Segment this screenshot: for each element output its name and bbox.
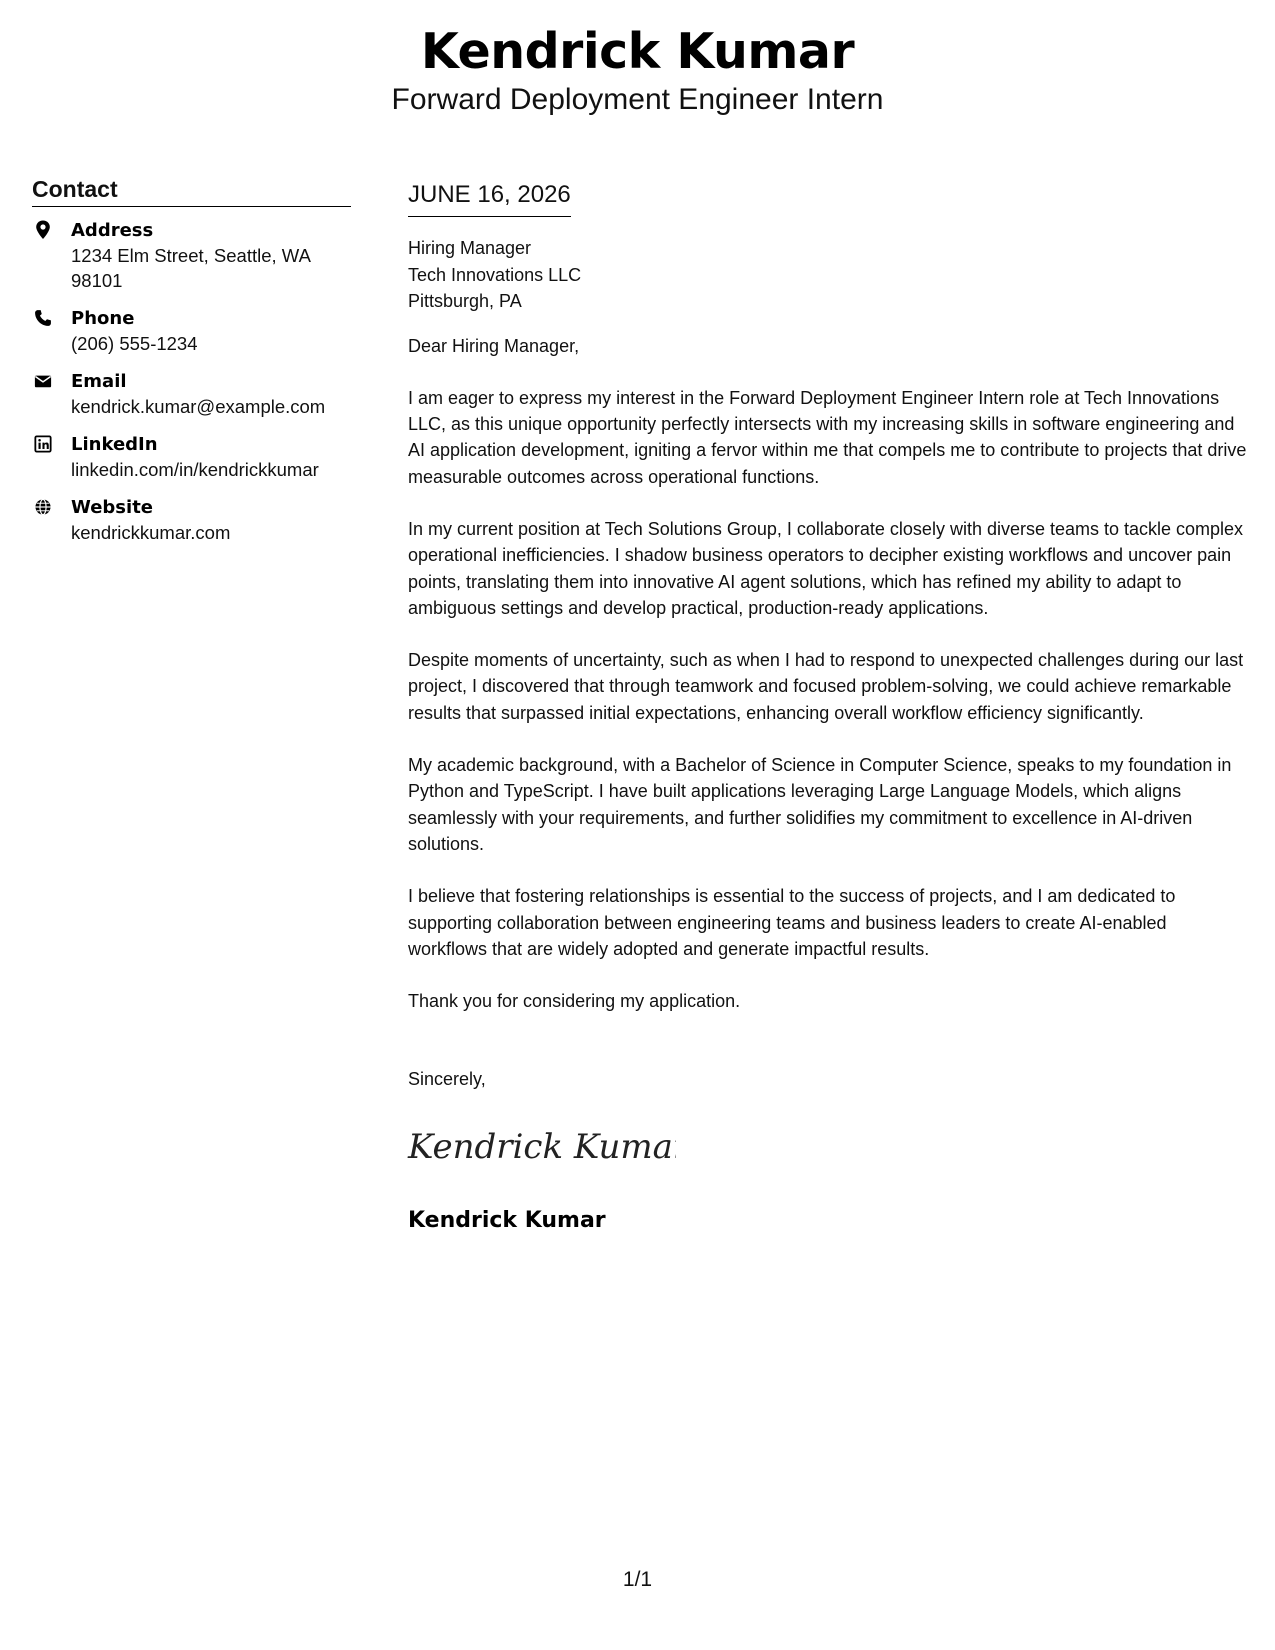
contact-label-email: Email xyxy=(71,371,127,392)
applicant-name: Kendrick Kumar xyxy=(420,23,855,80)
body-paragraph: In my current position at Tech Solutions Group, I collaborate closely with diverse teams to tackle complex operational inefficiencies. I shadow business operators to decipher existing workflows and uncover pain points, translating them into innovative AI agent solutions, which has refined my ability to adapt to ambiguous settings and develop practical, production-ready applications. xyxy=(408,518,1244,618)
contact-item-linkedin xyxy=(32,433,351,482)
body-paragraph: Despite moments of uncertainty, such as when I had to respond to unexpected challenges during our last project, I discovered that through teamwork and focused problem-solving, we could achieve remarkable results that surpassed initial expectations, enhancing overall workflow efficiency significantly. xyxy=(408,650,1244,723)
globe-icon xyxy=(34,497,52,517)
contact-value-address: 1234 Elm Street, Seattle, WA 98101 xyxy=(71,245,310,291)
phone-icon xyxy=(34,308,52,328)
body-paragraph: I am eager to express my interest in the Forward Deployment Engineer Intern role at Tech Innovations LLC, as this unique opportunity perfectly intersects with my increasing skills in software engineering and AI application development, igniting a fervor within me that compels me to contribute to projects that drive measurable outcomes across operational functions. xyxy=(408,387,1247,487)
letter-closing: Sincerely, xyxy=(408,1069,486,1090)
handwritten-signature xyxy=(406,1118,676,1178)
body-paragraph: Thank you for considering my application. xyxy=(408,991,741,1012)
contact-sidebar xyxy=(32,174,351,559)
applicant-job-title: Forward Deployment Engineer Intern xyxy=(391,83,884,116)
contact-label-website: Website xyxy=(71,497,154,518)
map-pin-icon xyxy=(34,220,52,240)
contact-heading: Contact xyxy=(32,174,351,207)
contact-label-address: Address xyxy=(71,220,154,241)
contact-label-linkedin: LinkedIn xyxy=(71,434,158,455)
contact-value-linkedin: linkedin.com/in/kendrickkumar xyxy=(71,459,319,480)
contact-value-website: kendrickkumar.com xyxy=(71,522,231,543)
recipient-name: Hiring Manager xyxy=(408,238,532,258)
contact-value-email: kendrick.kumar@example.com xyxy=(71,396,326,417)
contact-item-address xyxy=(32,219,351,293)
contact-value-phone: (206) 555-1234 xyxy=(71,333,198,354)
body-paragraph: My academic background, with a Bachelor of Science in Computer Science, speaks to my foundation in Python and TypeScript. I have built applications leveraging Large Language Models, which aligns seamlessly with your requirements, and further solidifies my commitment to excellence in AI-driven solutions. xyxy=(408,755,1232,854)
contact-item-phone xyxy=(32,307,351,356)
envelope-icon xyxy=(34,371,52,391)
signer-name: Kendrick Kumar xyxy=(408,1208,606,1234)
page-number: 1/1 xyxy=(622,1568,653,1591)
letter-header xyxy=(0,22,1275,118)
recipient-block xyxy=(408,235,1250,315)
contact-item-website xyxy=(32,496,351,545)
recipient-location: Pittsburgh, PA xyxy=(408,291,522,311)
signature-text: Kendrick Kumar xyxy=(408,1127,676,1168)
recipient-company: Tech Innovations LLC xyxy=(408,264,582,285)
letter-body xyxy=(408,178,1250,1235)
contact-item-email xyxy=(32,370,351,419)
contact-label-phone: Phone xyxy=(71,308,135,329)
letter-date: JUNE 16, 2026 xyxy=(408,178,571,217)
salutation: Dear Hiring Manager, xyxy=(408,335,580,356)
body-paragraph: I believe that fostering relationships is essential to the success of projects, and I am dedicated to supporting collaboration between engineering teams and business leaders to create AI-enabled workflows that are widely adopted and generate impactful results. xyxy=(408,886,1176,959)
linkedin-icon xyxy=(34,434,52,454)
